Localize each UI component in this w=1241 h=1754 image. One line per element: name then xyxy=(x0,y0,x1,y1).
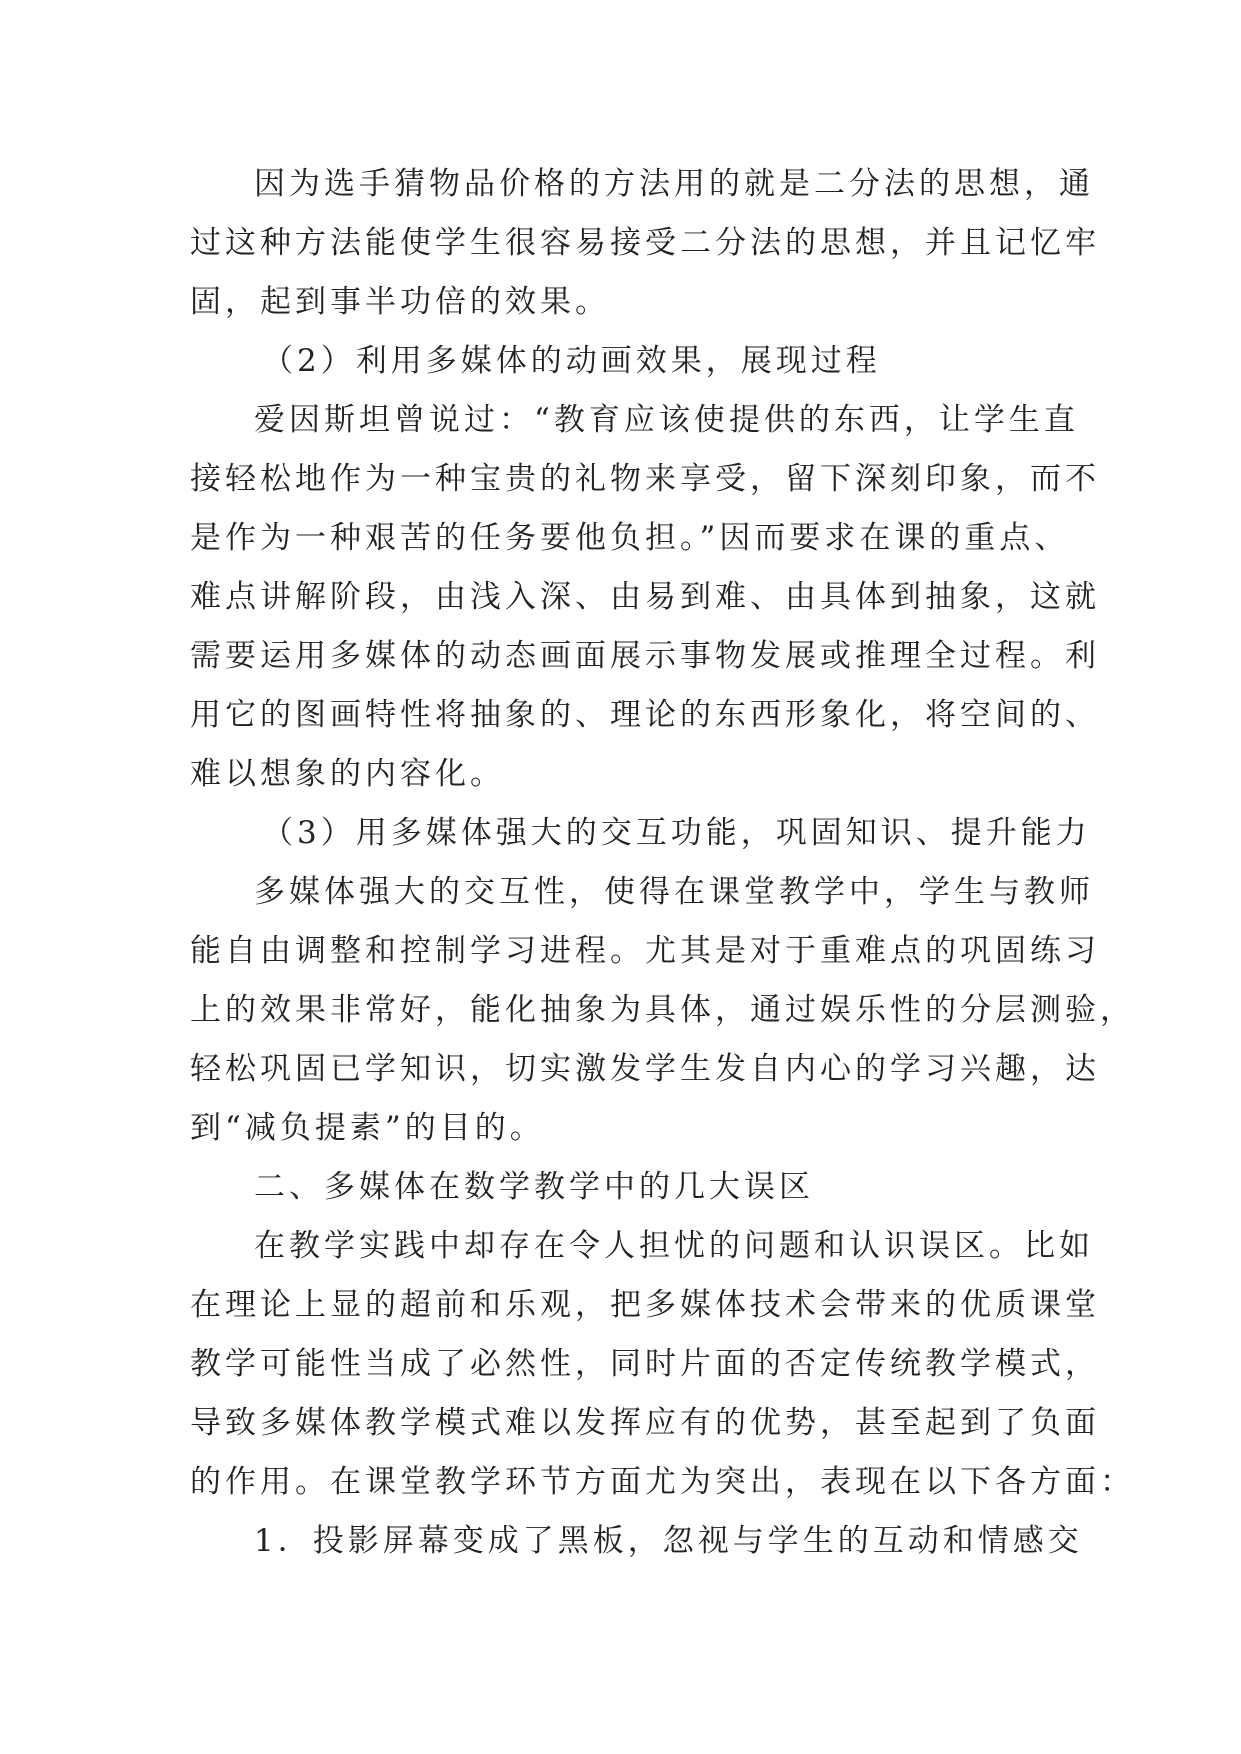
text-line: 需要运用多媒体的动态画面展示事物发展或推理全过程。利 xyxy=(190,638,1100,674)
text-line: 固，起到事半功倍的效果。 xyxy=(190,284,610,320)
section-heading: （3）用多媒体强大的交互功能，巩固知识、提升能力 xyxy=(262,815,1091,851)
text-line: 因为选手猜物品价格的方法用的就是二分法的思想，通 xyxy=(254,166,1094,202)
text-line: 用它的图画特性将抽象的、理论的东西形象化，将空间的、 xyxy=(190,697,1100,733)
text-line: 到“减负提素”的目的。 xyxy=(190,1110,545,1146)
text-line: 爱因斯坦曾说过：“教育应该使提供的东西，让学生直 xyxy=(254,402,1079,438)
text-line: 多媒体强大的交互性，使得在课堂教学中，学生与教师 xyxy=(254,874,1094,910)
text-line: 在教学实践中却存在令人担忧的问题和认识误区。比如 xyxy=(254,1228,1094,1264)
text-line: 过这种方法能使学生很容易接受二分法的思想，并且记忆牢 xyxy=(190,225,1100,261)
text-line: 接轻松地作为一种宝贵的礼物来享受，留下深刻印象，而不 xyxy=(190,461,1100,497)
text-line: 能自由调整和控制学习进程。尤其是对于重难点的巩固练习 xyxy=(190,933,1100,969)
body-text xyxy=(190,155,1135,1571)
text-line: 轻松巩固已学知识，切实激发学生发自内心的学习兴趣，达 xyxy=(190,1051,1100,1087)
text-line: 导致多媒体教学模式难以发挥应有的优势，甚至起到了负面 xyxy=(190,1405,1100,1441)
text-line: 的作用。在课堂教学环节方面尤为突出，表现在以下各方面： xyxy=(190,1464,1135,1500)
text-line: 在理论上显的超前和乐观，把多媒体技术会带来的优质课堂 xyxy=(190,1287,1100,1323)
text-line: 1．投影屏幕变成了黑板，忽视与学生的互动和情感交 xyxy=(254,1523,1083,1559)
text-line: 是作为一种艰苦的任务要他负担。”因而要求在课的重点、 xyxy=(190,520,1070,556)
text-line: 难以想象的内容化。 xyxy=(190,756,505,792)
text-line: 教学可能性当成了必然性，同时片面的否定传统教学模式， xyxy=(190,1346,1100,1382)
section-heading: 二、多媒体在数学教学中的几大误区 xyxy=(254,1169,814,1205)
text-line: 上的效果非常好，能化抽象为具体，通过娱乐性的分层测验， xyxy=(190,992,1135,1028)
section-heading: （2）利用多媒体的动画效果，展现过程 xyxy=(262,343,881,379)
text-line: 难点讲解阶段，由浅入深、由易到难、由具体到抽象，这就 xyxy=(190,579,1100,615)
